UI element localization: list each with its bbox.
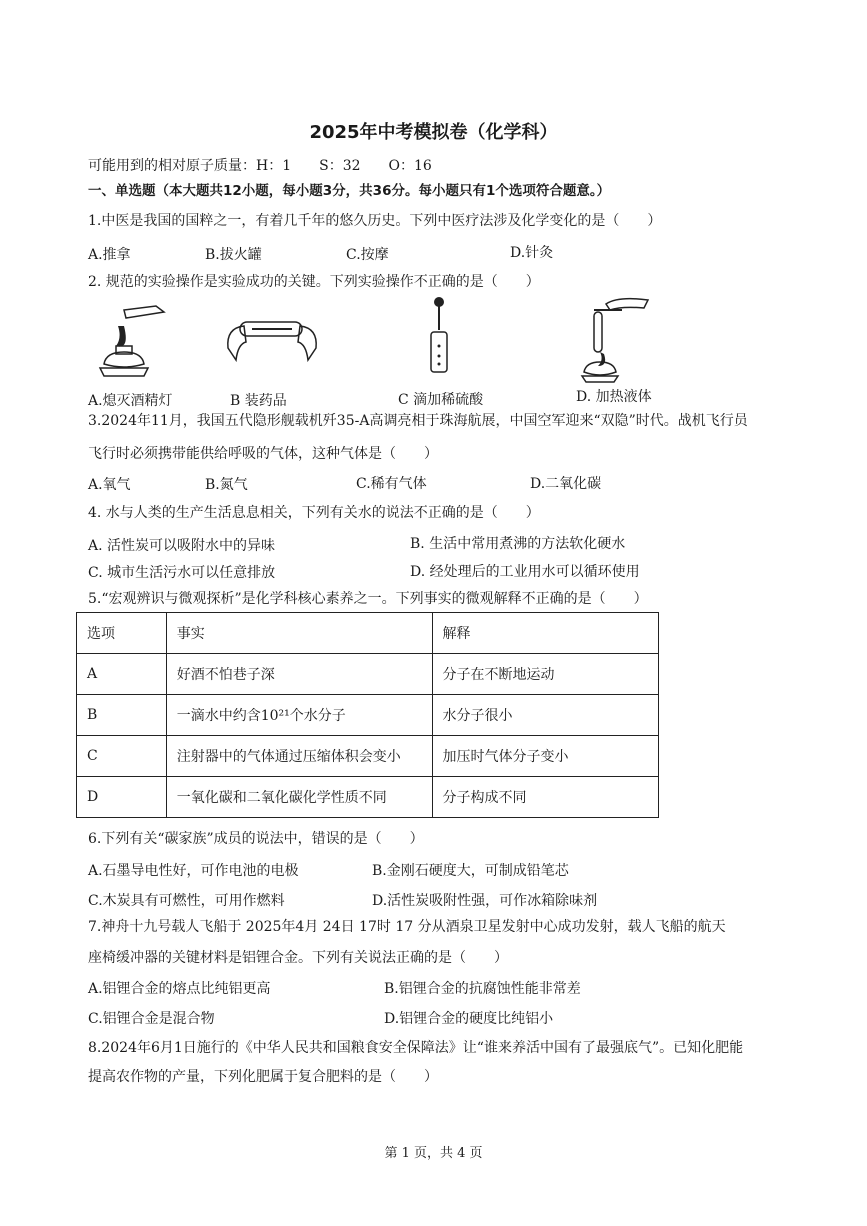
table-row [77, 695, 659, 736]
row-option: C [77, 736, 167, 777]
q1-option-b: B.拔火罐 [205, 247, 262, 263]
row-option: A [77, 654, 167, 695]
header-explanation: 解释 [432, 613, 658, 654]
question-5-stem: 5.“宏观辨识与微观探析”是化学科核心素养之一。下列事实的微观解释不正确的是（ ） [88, 591, 648, 607]
question-4-stem: 4. 水与人类的生产生活息息相关，下列有关水的说法不正确的是（ ） [88, 505, 540, 521]
q3-option-a: A.氧气 [88, 477, 131, 493]
row-explanation: 加压时气体分子变小 [432, 736, 658, 777]
q4-option-c: C. 城市生活污水可以任意排放 [88, 565, 276, 581]
row-fact: 一氧化碳和二氧化碳化学性质不同 [166, 777, 432, 818]
q2-option-a: A.熄灭酒精灯 [88, 393, 173, 409]
q6-option-c: C.木炭具有可燃性，可用作燃料 [88, 893, 285, 909]
table-row [77, 736, 659, 777]
dropper-figure [424, 296, 454, 376]
q1-option-d: D.针灸 [510, 245, 554, 261]
q7-option-d: D.铝锂合金的硬度比纯铝小 [384, 1011, 554, 1027]
q4-option-a: A. 活性炭可以吸附水中的异味 [88, 538, 276, 554]
row-option: D [77, 777, 167, 818]
row-option: B [77, 695, 167, 736]
table-row [77, 654, 659, 695]
alcohol-lamp-figure [96, 298, 176, 383]
q6-option-a: A.石墨导电性好，可作电池的电极 [88, 863, 299, 879]
atomic-masses: 可能用到的相对原子质量：H：1 S：32 O：16 [88, 158, 432, 174]
q3-option-d: D.二氧化碳 [530, 476, 602, 492]
q2-option-b: B 装药品 [230, 393, 287, 409]
page-title: 2025年中考模拟卷（化学科） [309, 122, 558, 143]
question-3-stem-line2: 飞行时必须携带能供给呼吸的气体，这种气体是（ ） [88, 446, 438, 462]
loading-reagent-figure [222, 308, 322, 368]
heating-liquid-figure [578, 294, 658, 384]
header-fact: 事实 [166, 613, 432, 654]
header-option: 选项 [77, 613, 167, 654]
table-header-row [77, 613, 659, 654]
q1-option-a: A.推拿 [88, 247, 131, 263]
q6-option-d: D.活性炭吸附性强，可作冰箱除味剂 [372, 893, 598, 909]
q6-option-b: B.金刚石硬度大，可制成铅笔芯 [372, 863, 569, 879]
q3-option-c: C.稀有气体 [356, 476, 427, 492]
q2-option-d: D. 加热液体 [576, 389, 652, 405]
row-explanation: 分子在不断地运动 [432, 654, 658, 695]
section-heading: 一、单选题（本大题共12小题，每小题3分，共36分。每小题只有1个选项符合题意。） [88, 183, 611, 199]
q4-option-b: B. 生活中常用煮沸的方法软化硬水 [410, 536, 626, 552]
q5-table [76, 612, 659, 818]
q1-option-c: C.按摩 [346, 247, 389, 263]
q2-option-c: C 滴加稀硫酸 [398, 392, 484, 408]
q3-option-b: B.氮气 [205, 477, 248, 493]
question-8-stem-line1: 8.2024年6月1日施行的《中华人民共和国粮食安全保障法》让“谁来养活中国有了最强底气”。已知化肥能 [88, 1040, 744, 1056]
question-7-stem-line2: 座椅缓冲器的关键材料是铝锂合金。下列有关说法正确的是（ ） [88, 950, 508, 966]
question-6-stem: 6.下列有关“碳家族”成员的说法中，错误的是（ ） [88, 831, 424, 847]
q7-option-b: B.铝锂合金的抗腐蚀性能非常差 [384, 981, 581, 997]
question-3-stem-line1: 3.2024年11月，我国五代隐形舰载机歼35-A高调亮相于珠海航展，中国空军迎来“双隐”时代。战机飞行员 [88, 413, 748, 429]
table-row [77, 777, 659, 818]
question-1-stem: 1.中医是我国的国粹之一，有着几千年的悠久历史。下列中医疗法涉及化学变化的是（ ） [88, 213, 662, 229]
q4-option-d: D. 经处理后的工业用水可以循环使用 [410, 564, 640, 580]
row-explanation: 分子构成不同 [432, 777, 658, 818]
row-fact: 好酒不怕巷子深 [166, 654, 432, 695]
question-8-stem-line2: 提高农作物的产量，下列化肥属于复合肥料的是（ ） [88, 1069, 438, 1085]
row-explanation: 水分子很小 [432, 695, 658, 736]
q7-option-c: C.铝锂合金是混合物 [88, 1011, 215, 1027]
question-7-stem-line1: 7.神舟十九号载人飞船于 2025年4月 24日 17时 17 分从酒泉卫星发射中心成功发射，载人飞船的航天 [88, 919, 726, 935]
question-2-stem: 2. 规范的实验操作是实验成功的关键。下列实验操作不正确的是（ ） [88, 274, 540, 290]
q7-option-a: A.铝锂合金的熔点比纯铝更高 [88, 981, 271, 997]
row-fact: 一滴水中约含10²¹个水分子 [166, 695, 432, 736]
page-footer: 第 1 页，共 4 页 [384, 1146, 483, 1161]
row-fact: 注射器中的气体通过压缩体积会变小 [166, 736, 432, 777]
